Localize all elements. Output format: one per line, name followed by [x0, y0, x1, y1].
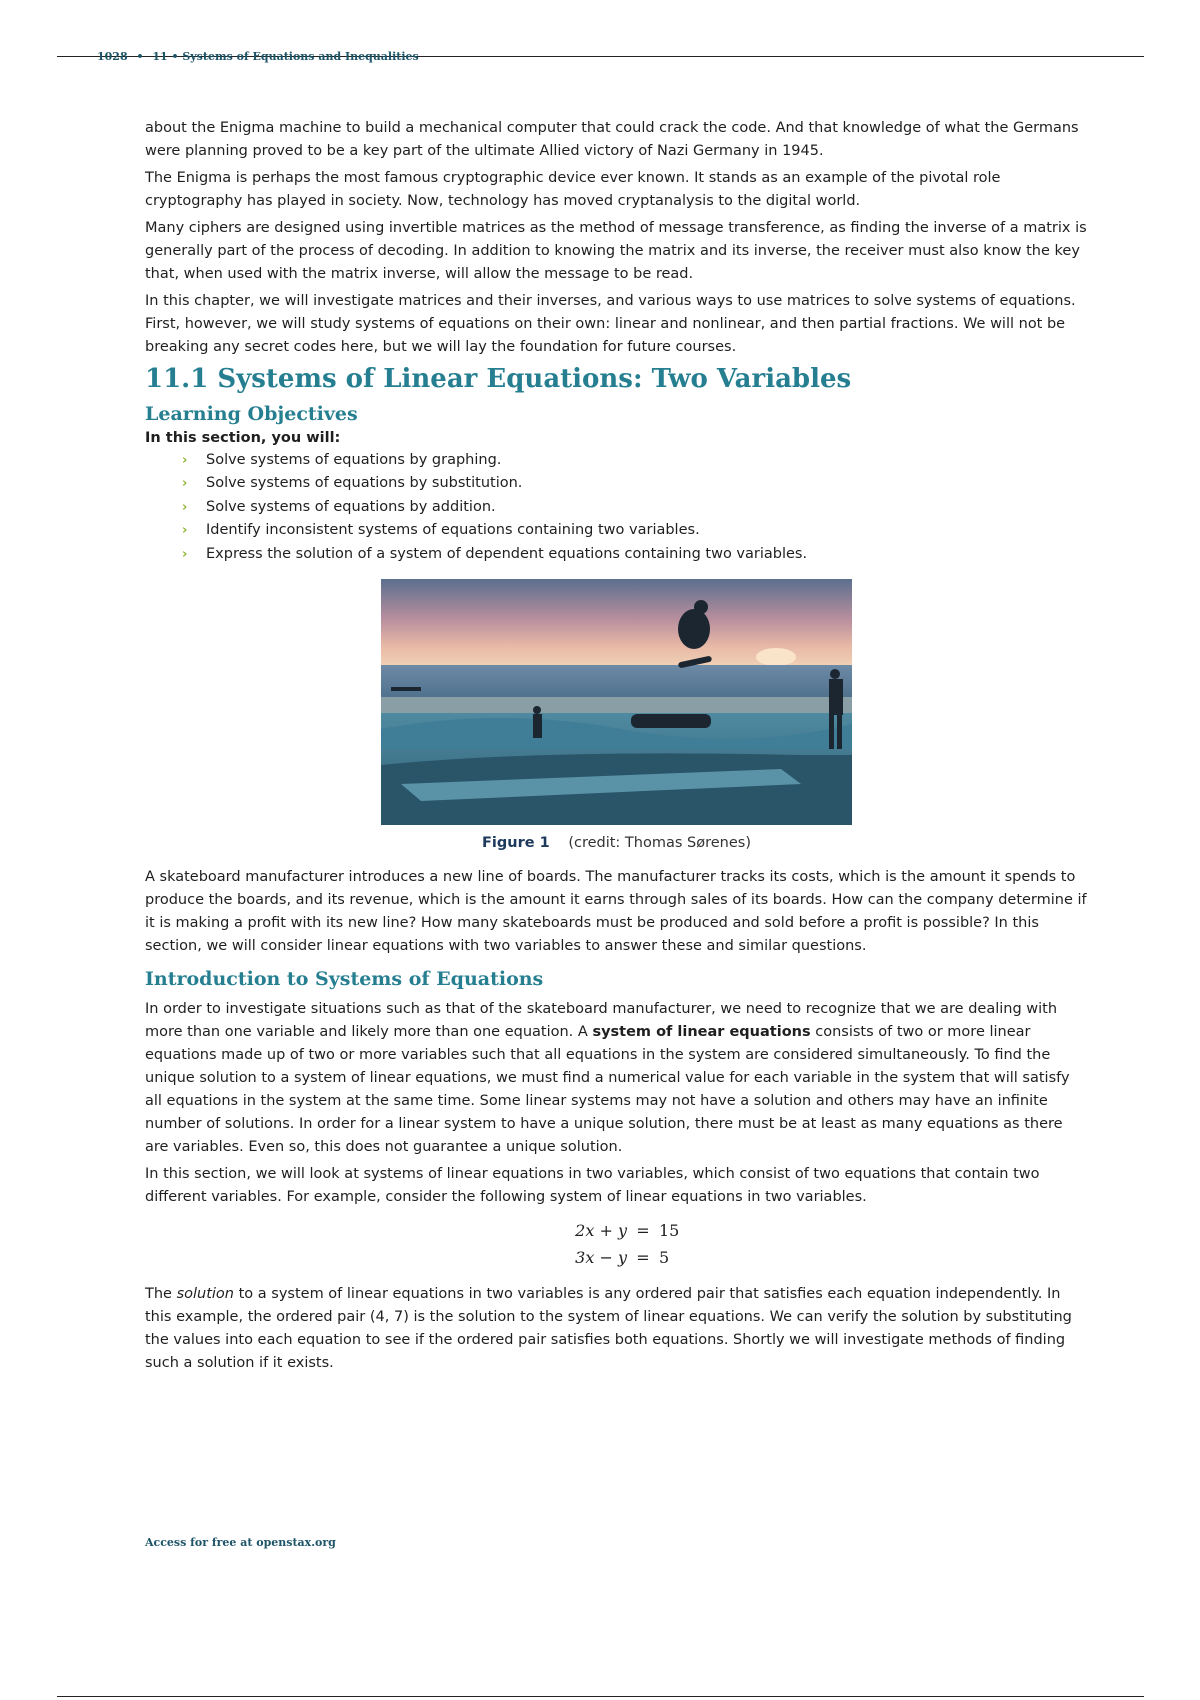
objective-text: Solve systems of equations by addition. — [206, 498, 496, 515]
example-intro-paragraph: In this section, we will look at systems of linear equations in two variables, which consist of two equations that contain two different variables. For example, consider the following system of linear equations in two variables. — [145, 1166, 1040, 1206]
chevron-right-icon: › — [182, 476, 188, 492]
objectives-list — [145, 449, 1090, 566]
equation-lhs: 3x − y — [575, 1248, 627, 1268]
skateboard-paragraph: A skateboard manufacturer introduces a new line of boards. The manufacturer tracks its costs, which is the amount it spends to produce the boards, and its revenue, which is the amount it earns through sales of its boards. How can the company determine if it is making a profit with its new line? How many skateboards must be produced and sold before a profit is possible? In this section, we will consider linear equations with two variables to answer these and similar questions. — [145, 869, 1087, 955]
intro-paragraph-1: about the Enigma machine to build a mechanical computer that could crack the code. And that knowledge of what the Germans were planning proved to be a key part of the ultimate Allied victory of Nazi Germany in 1945. — [145, 120, 1079, 159]
page-content — [145, 117, 1090, 1386]
systems-paragraph — [145, 998, 1090, 1159]
figure-label: Figure 1 — [482, 835, 550, 852]
equals-sign: = — [636, 1248, 650, 1268]
chevron-right-icon: › — [182, 453, 188, 468]
subsection-title: Introduction to Systems of Equations — [145, 968, 544, 991]
objective-item — [182, 449, 1090, 472]
solution-text-after: to a system of linear equations in two variables is any ordered pair that satisfies each equation independently. In this example, the ordered pair (4, 7) is the solution to the system of linear equations. We can verify the solution by substituting the values into each equation to see if the ordered pair satisfies both equations. Shortly we will investigate methods of finding such a solution if it exists. — [145, 1286, 1072, 1372]
chevron-right-icon: › — [182, 546, 188, 562]
learning-objectives-heading: Learning Objectives — [145, 403, 358, 425]
equation-rhs: 15 — [659, 1221, 680, 1241]
equation-row — [563, 1244, 1090, 1271]
section-title: 11.1 Systems of Linear Equations: Two Variables — [145, 364, 852, 394]
objective-item — [182, 496, 1090, 519]
header-separator: • — [136, 50, 144, 63]
objective-item — [182, 519, 1090, 542]
objective-text: Express the solution of a system of dependent equations containing two variables. — [206, 545, 808, 562]
objective-item — [182, 543, 1090, 566]
skatepark-photo — [381, 579, 852, 825]
solution-text-before: The — [145, 1286, 177, 1303]
objective-text: Identify inconsistent systems of equations containing two variables. — [206, 522, 700, 539]
key-term-system-of-linear-equations: system of linear equations — [592, 1024, 811, 1041]
chevron-right-icon: › — [182, 499, 188, 515]
equation-system — [145, 1217, 1090, 1271]
equation-rhs: 5 — [659, 1248, 670, 1268]
page-number: 1028 — [97, 50, 128, 63]
objective-text: Solve systems of equations by graphing. — [206, 452, 502, 468]
chevron-right-icon: › — [182, 523, 188, 539]
intro-paragraph-4: In this chapter, we will investigate matrices and their inverses, and various ways to use matrices to solve systems of equations. First, however, we will study systems of equations on their own: linear and nonlinear, and then partial fractions. We will not be breaking any secret codes here, but we will lay the foundation for future courses. — [145, 293, 1076, 355]
intro-paragraph-3: Many ciphers are designed using invertible matrices as the method of message transference, as finding the inverse of a matrix is generally part of the process of decoding. In addition to knowing the matrix and its inverse, the receiver must also know the key that, when used with the matrix inverse, will allow the message to be read. — [145, 220, 1087, 282]
objective-item — [182, 472, 1090, 495]
chapter-title: 11 • Systems of Equations and Inequalities — [152, 50, 419, 63]
objective-text: Solve systems of equations by substitution. — [206, 475, 523, 492]
systems-text-after: consists of two or more linear equations made up of two or more variables such that all equations in the system are considered simultaneously. To find the unique solution to a system of linear equations, we must find a numerical value for each variable in the system that will satisfy all equations in the system at the same time. Some linear systems may not have a solution and others may have an infinite number of solutions. In order for a linear system to have a unique solution, there must be at least as many equations as there are variables. Even so, this does not guarantee a unique solution. — [145, 1024, 1070, 1156]
figure-caption — [361, 833, 872, 853]
intro-paragraph-2: The Enigma is perhaps the most famous cryptographic device ever known. It stands as an example of the pivotal role cryptography has played in society. Now, technology has moved cryptanalysis to the digital world. — [145, 170, 1001, 209]
systems-text-before: In order to investigate situations such as that of the skateboard manufacturer, we need to recognize that we are dealing with more than one variable and likely more than one equation. A — [145, 1001, 1058, 1041]
footer-link[interactable]: Access for free at openstax.org — [145, 1536, 336, 1549]
objectives-intro: In this section, you will: — [145, 430, 341, 446]
equation-lhs: 2x + y — [575, 1221, 627, 1241]
footer-rule — [57, 1696, 1144, 1697]
equals-sign: = — [636, 1221, 650, 1241]
running-header — [97, 50, 419, 63]
figure-1 — [381, 579, 852, 853]
key-term-solution: solution — [176, 1286, 234, 1303]
figure-credit: (credit: Thomas Sørenes) — [568, 835, 751, 852]
equation-row — [563, 1217, 1090, 1244]
solution-paragraph — [145, 1283, 1090, 1375]
